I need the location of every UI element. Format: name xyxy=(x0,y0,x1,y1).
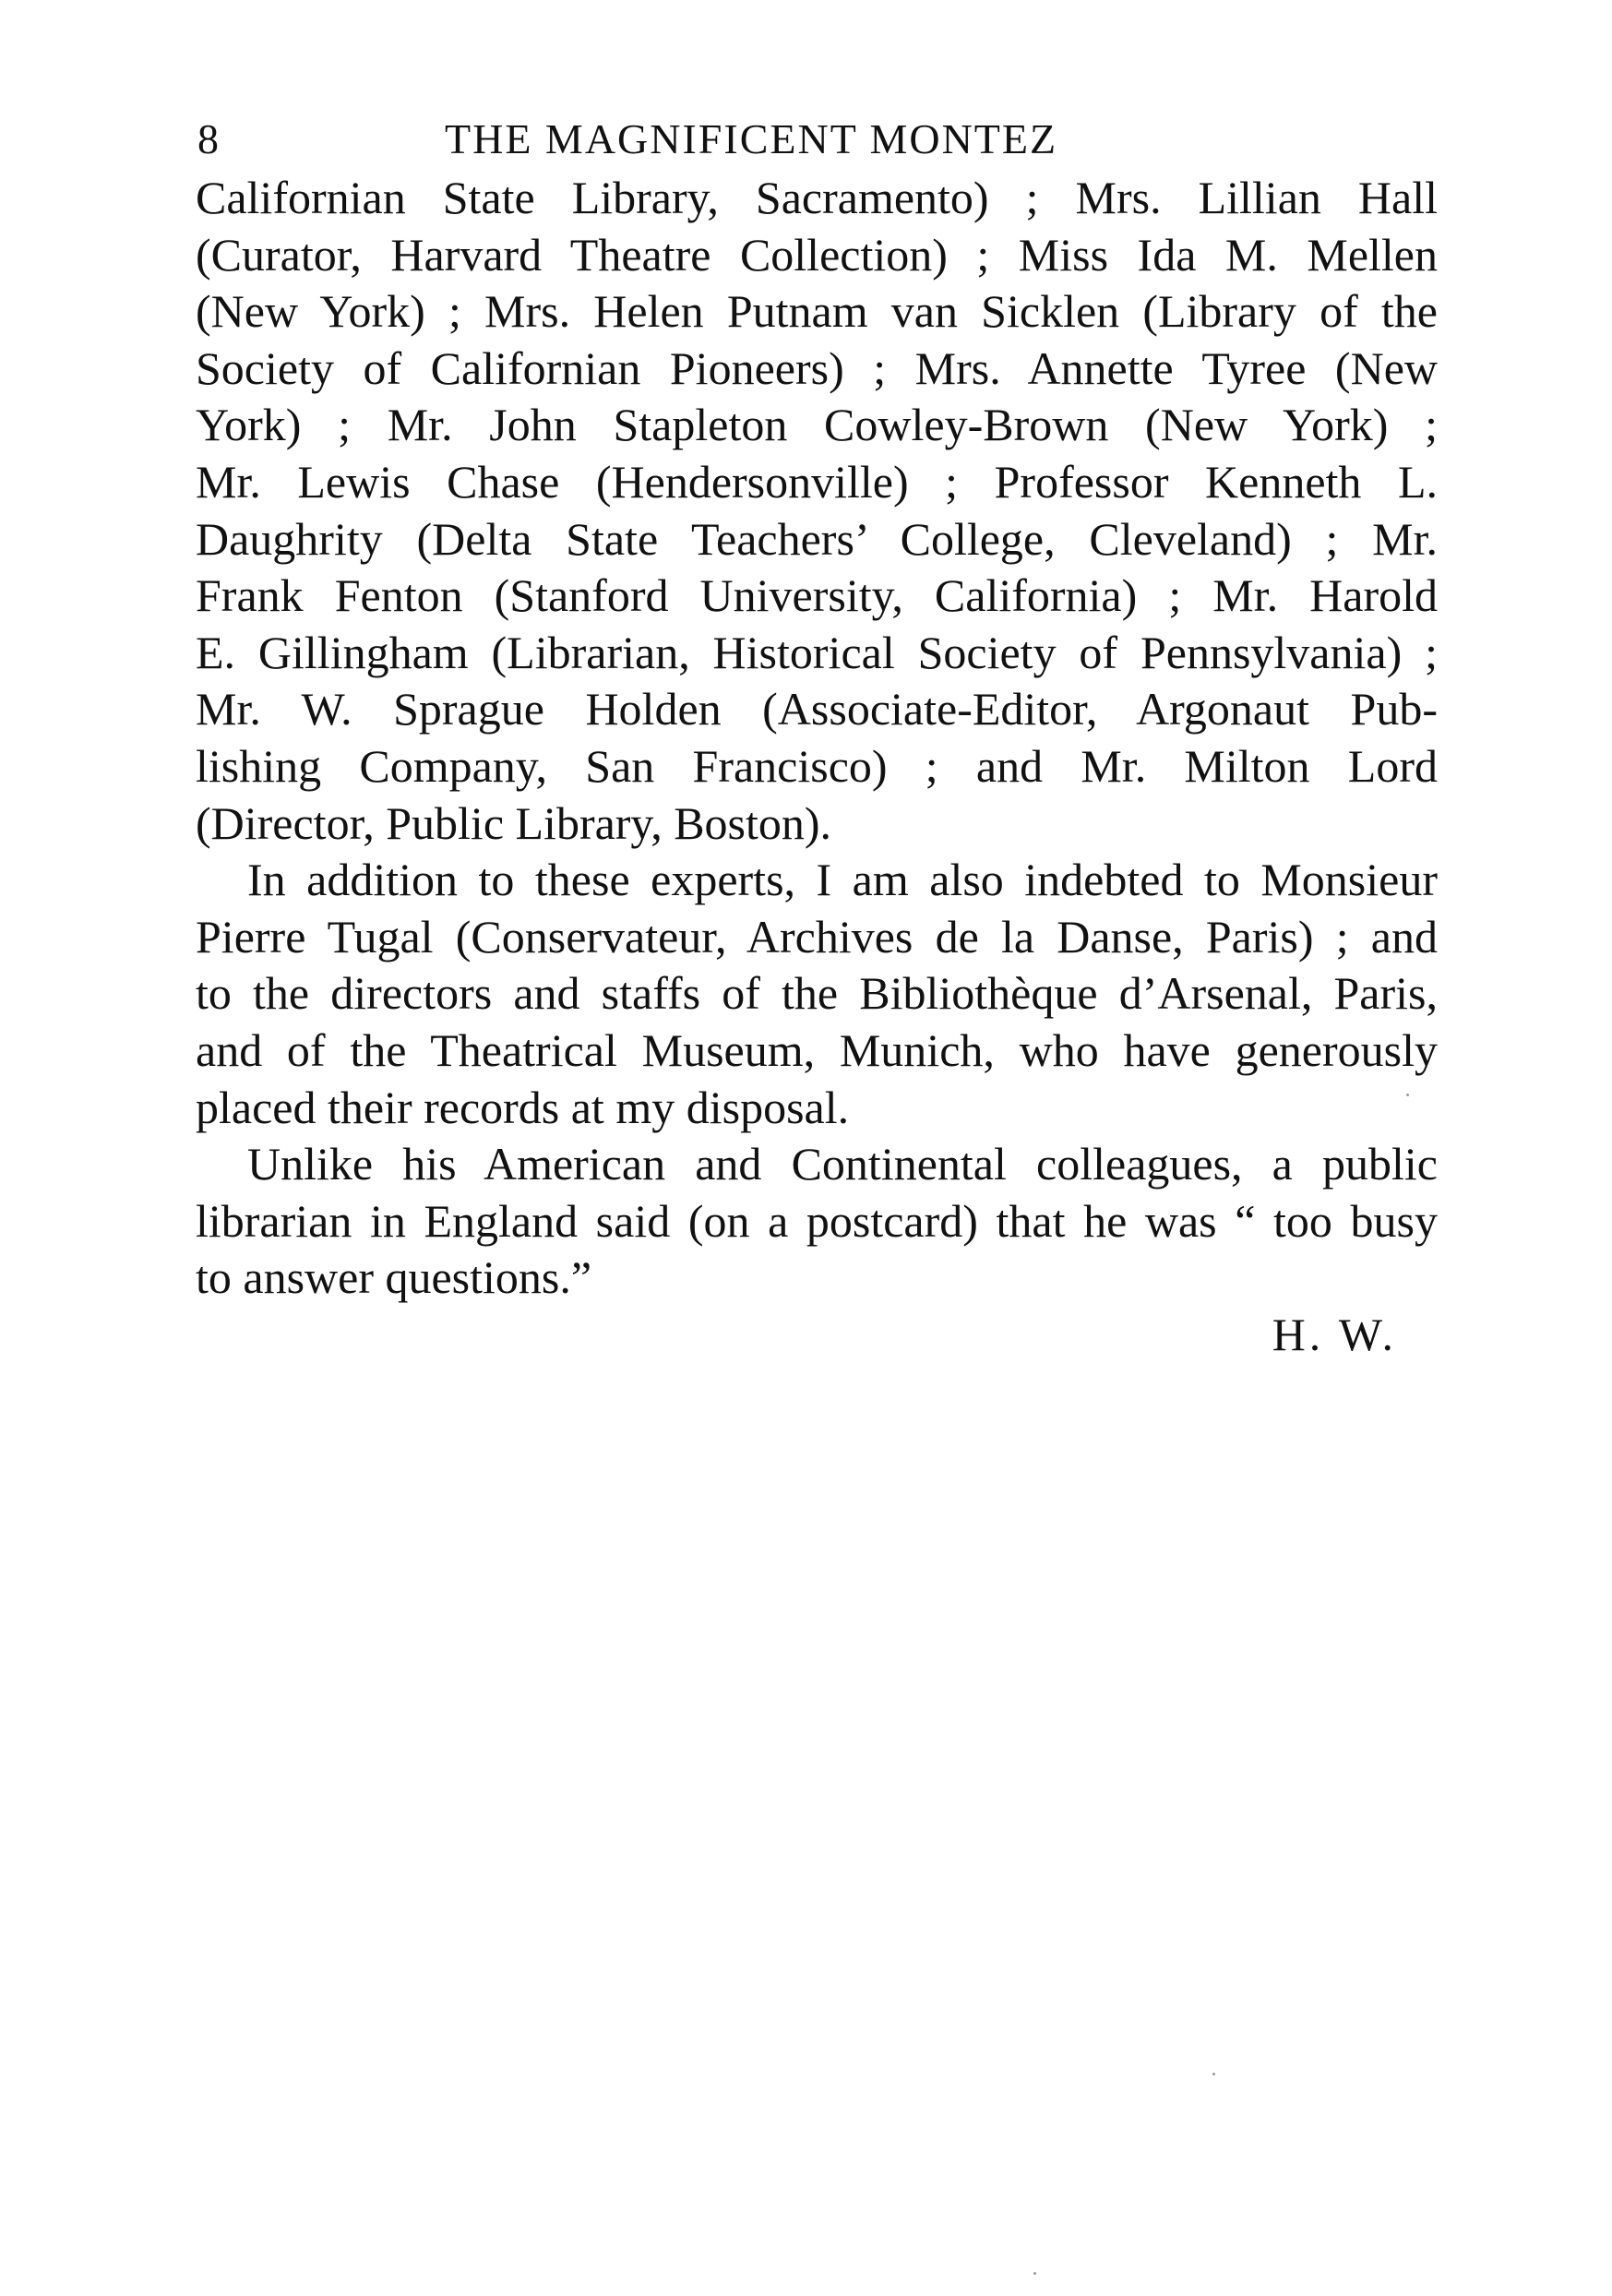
text-line: Daughrity (Delta State Teachers’ College, Cleveland) ; Mr. xyxy=(196,512,1438,565)
paragraph-3 xyxy=(196,1136,1438,1307)
text-line: York) ; Mr. John Stapleton Cowley-Brown (New York) ; xyxy=(196,399,1438,451)
paper-speck xyxy=(1033,2272,1036,2275)
text-line: (New York) ; Mrs. Helen Putnam van Sicklen (Library of the xyxy=(196,285,1438,338)
text-line: (Director, Public Library, Boston). xyxy=(196,796,832,849)
text-line: to the directors and staffs of the Bibliothèque d’Arsenal, Paris, xyxy=(196,967,1438,1020)
text-line: Californian State Library, Sacramento) ; Mrs. Lillian Hall xyxy=(196,172,1438,223)
text-line: (Curator, Harvard Theatre Collection) ; Miss Ida M. Mellen xyxy=(196,228,1438,281)
text-line: Pierre Tugal (Conservateur, Archives de la Danse, Paris) ; and xyxy=(196,910,1438,963)
page-header xyxy=(196,109,1438,170)
book-page xyxy=(196,109,1438,1363)
text-line: Unlike his American and Continental colleagues, a public xyxy=(247,1138,1438,1190)
text-line: Frank Fenton (Stanford University, California) ; Mr. Harold xyxy=(196,569,1438,622)
text-line: Society of Californian Pioneers) ; Mrs. Annette Tyree (New xyxy=(196,341,1438,394)
text-line: and of the Theatrical Museum, Munich, who have generously xyxy=(196,1023,1438,1076)
paragraph-2 xyxy=(196,852,1438,1136)
text-line: In addition to these experts, I am also indebted to Monsieur xyxy=(247,854,1438,906)
text-line: lishing Company, San Francisco) ; and Mr. Milton Lord xyxy=(196,739,1438,792)
text-line: E. Gillingham (Librarian, Historical Society of Pennsylvania) ; xyxy=(196,626,1438,678)
text-line: librarian in England said (on a postcard) that he was “ too busy xyxy=(196,1194,1438,1247)
author-initials: H. W. xyxy=(1272,1308,1397,1360)
text-line: Mr. W. Sprague Holden (Associate-Editor, Argonaut Pub- xyxy=(196,683,1438,735)
running-head: THE MAGNIFICENT MONTEZ xyxy=(445,115,1058,162)
paragraph-1 xyxy=(196,170,1438,852)
text-line: placed their records at my disposal. xyxy=(196,1081,850,1133)
page-number: 8 xyxy=(197,115,219,162)
paper-speck xyxy=(1406,1094,1409,1096)
paper-speck xyxy=(1212,2073,1215,2075)
text-line: Mr. Lewis Chase (Hendersonville) ; Professor Kenneth L. xyxy=(196,455,1438,508)
text-line: to answer questions.” xyxy=(196,1251,592,1304)
